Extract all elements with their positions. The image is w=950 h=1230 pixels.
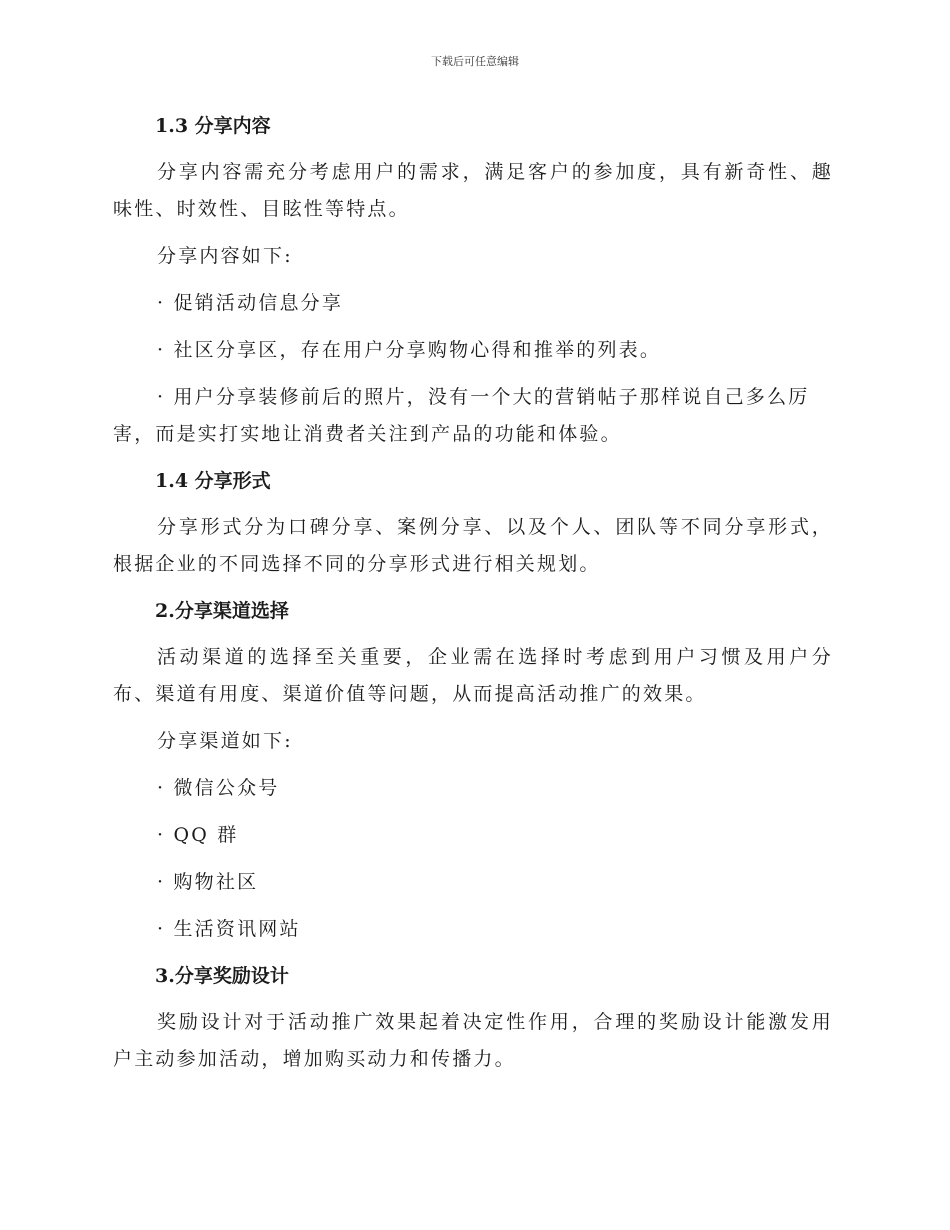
list-item: · 社区分享区，存在用户分享购物心得和推举的列表。 <box>157 339 662 361</box>
section-share-channels <box>113 593 833 948</box>
page-header-note: 下载后可任意编辑 <box>431 55 519 68</box>
list-intro: 分享渠道如下: <box>157 730 293 752</box>
list-item: · 生活资讯网站 <box>157 918 301 940</box>
section-paragraph: 活动渠道的选择至关重要，企业需在选择时考虑到用户习惯及用户分布、渠道有用度、渠道价值等问题，从而提高活动推广的效果。 <box>113 646 833 705</box>
section-share-rewards <box>113 958 833 1078</box>
document-body <box>113 108 833 1088</box>
list-item: · 促销活动信息分享 <box>157 292 344 314</box>
section-paragraph: 分享内容需充分考虑用户的需求，满足客户的参加度，具有新奇性、趣味性、时效性、目眩性等特点。 <box>113 161 833 220</box>
section-heading: 2.分享渠道选择 <box>155 600 289 622</box>
section-paragraph: 分享形式分为口碑分享、案例分享、以及个人、团队等不同分享形式，根据企业的不同选择不同的分享形式进行相关规划。 <box>113 516 833 575</box>
list-item: · 购物社区 <box>157 871 259 893</box>
list-item: · 微信公众号 <box>157 777 280 799</box>
list-intro: 分享内容如下: <box>157 245 293 267</box>
list-item: · 用户分享装修前后的照片，没有一个大的营销帖子那样说自己多么厉害，而是实打实地让消费者关注到产品的功能和体验。 <box>113 386 810 445</box>
list-item: · QQ 群 <box>157 824 239 846</box>
section-heading: 1.4 分享形式 <box>155 470 271 492</box>
section-share-format <box>113 463 833 583</box>
section-paragraph: 奖励设计对于活动推广效果起着决定性作用，合理的奖励设计能激发用户主动参加活动，增加购买动力和传播力。 <box>113 1011 833 1070</box>
section-share-content <box>113 108 833 453</box>
section-heading: 3.分享奖励设计 <box>155 965 289 987</box>
section-heading: 1.3 分享内容 <box>155 115 271 137</box>
